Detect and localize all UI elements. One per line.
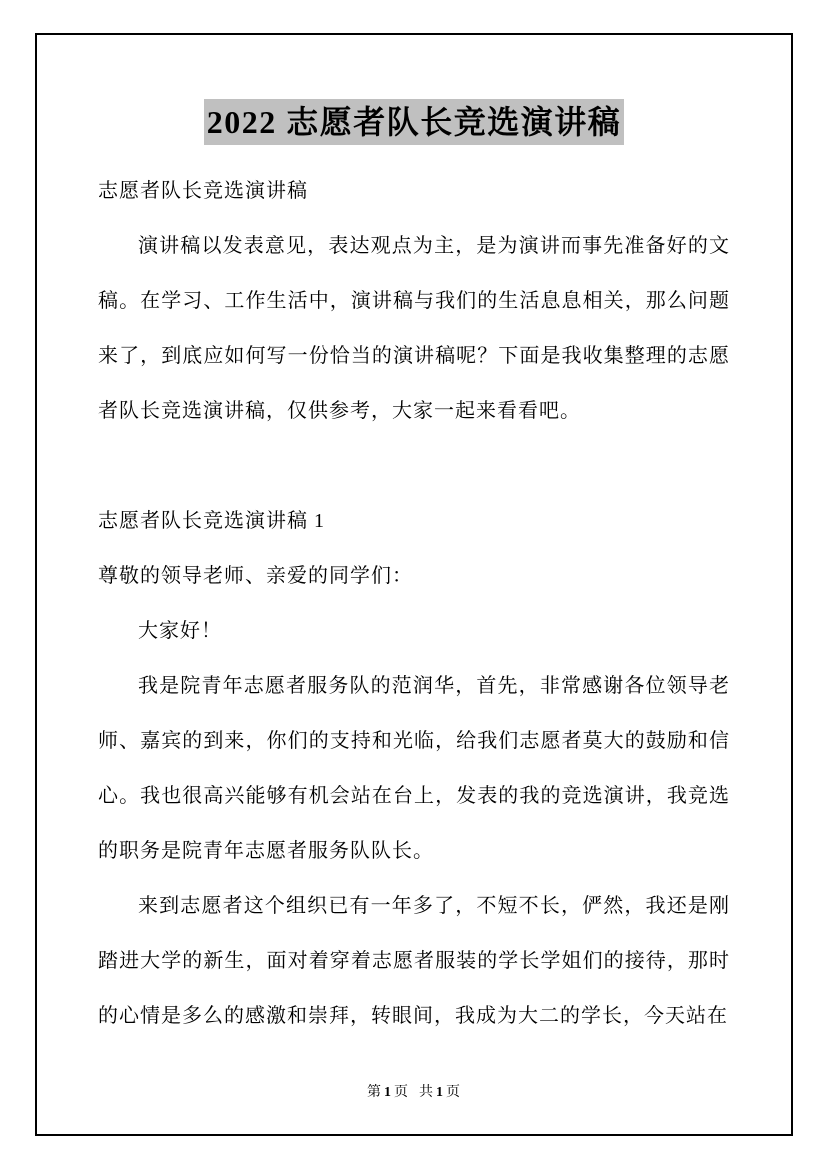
paragraph: 我是院青年志愿者服务队的范润华，首先，非常感谢各位领导老师、嘉宾的到来，你们的支持和光临，给我们志愿者莫大的鼓励和信心。我也很高兴能够有机会站在台上，发表的我的竞选演讲，我竞选的职务是院青年志愿者服务队队长。 [98, 675, 730, 862]
footer-page-total [419, 1085, 461, 1100]
footer-total-suffix: 页 [446, 1085, 461, 1100]
footer-page-prefix: 第 [367, 1085, 382, 1100]
paragraph: 来到志愿者这个组织已有一年多了，不短不长，俨然，我还是刚踏进大学的新生，面对着穿着志愿者服装的学长学姐们的接待，那时的心情是多么的感激和崇拜，转眼间，我成为大二的学长，今天站在 [98, 895, 730, 1027]
paragraph: 大家好！ [138, 620, 222, 642]
page-footer [37, 1084, 791, 1102]
paragraph: 志愿者队长竞选演讲稿 1 [98, 510, 325, 532]
footer-page-current [367, 1085, 409, 1100]
title-row [37, 99, 791, 145]
document-body [98, 164, 730, 1044]
paragraph: 志愿者队长竞选演讲稿 [98, 180, 308, 202]
footer-total-number: 1 [436, 1085, 444, 1100]
document-title: 2022 志愿者队长竞选演讲稿 [204, 99, 625, 145]
page-border [35, 33, 793, 1136]
paragraph-spacer [98, 439, 730, 494]
footer-total-prefix: 共 [419, 1085, 434, 1100]
paragraph: 尊敬的领导老师、亲爱的同学们： [98, 565, 413, 587]
footer-page-suffix: 页 [394, 1085, 409, 1100]
footer-page-number: 1 [384, 1085, 392, 1100]
paragraph: 演讲稿以发表意见，表达观点为主，是为演讲而事先准备好的文稿。在学习、工作生活中，演讲稿与我们的生活息息相关，那么问题来了，到底应如何写一份恰当的演讲稿呢？下面是我收集整理的志愿者队长竞选演讲稿，仅供参考，大家一起来看看吧。 [98, 235, 730, 422]
